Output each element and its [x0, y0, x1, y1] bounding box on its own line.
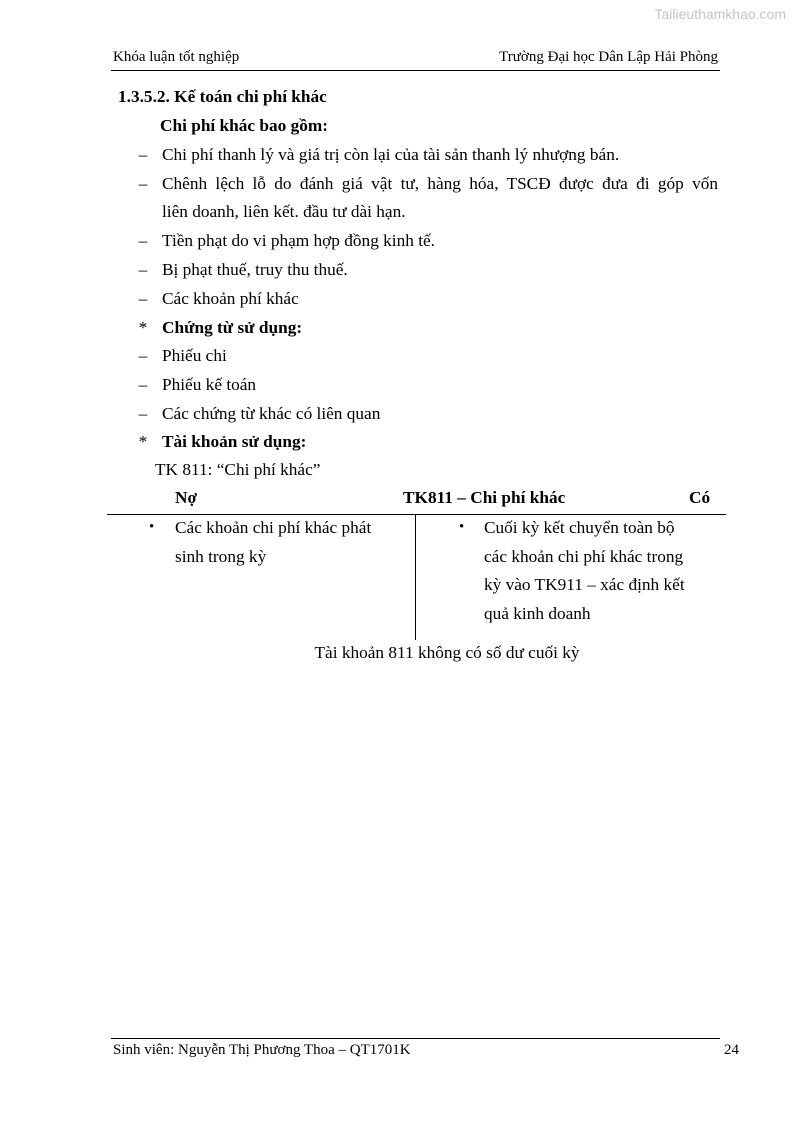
list-item: Chi phí thanh lý và giá trị còn lại của tài sản thanh lý nhượng bán. [162, 145, 620, 164]
documents-heading: Chứng từ sử dụng: [162, 318, 303, 337]
list-item-continuation: liên doanh, liên kết. đầu tư dài hạn. [162, 202, 406, 221]
dash-marker: – [138, 289, 148, 308]
list-item: Các chứng từ khác có liên quan [162, 404, 381, 423]
dash-marker: – [138, 231, 148, 250]
debit-line: Các khoản chi phí khác phát [175, 518, 372, 537]
list-item: Phiếu chi [162, 346, 227, 365]
list-item: Bị phạt thuế, truy thu thuế. [162, 260, 348, 279]
footer-divider [111, 1038, 720, 1039]
credit-line: các khoản chi phí khác trong [484, 547, 684, 566]
footer-student: Sinh viên: Nguyễn Thị Phương Thoa – QT1701K [113, 1042, 411, 1058]
dash-marker: – [138, 404, 148, 423]
accounts-heading: Tài khoản sử dụng: [162, 432, 307, 451]
dash-marker: – [138, 375, 148, 394]
star-marker: * [138, 318, 148, 337]
list-item: Phiếu kế toán [162, 375, 257, 394]
dash-marker: – [138, 260, 148, 279]
bullet-icon: • [459, 519, 465, 535]
credit-line: Cuối kỳ kết chuyển toàn bộ [484, 518, 675, 537]
star-marker: * [138, 432, 148, 451]
bullet-icon: • [149, 519, 155, 535]
header-divider [111, 70, 720, 71]
watermark: Tailieuthamkhao.com [654, 6, 786, 22]
t-account-vertical-line [415, 514, 416, 640]
section-heading: 1.3.5.2. Kế toán chi phí khác [118, 87, 327, 106]
section-subheading: Chi phí khác bao gồm: [160, 116, 329, 135]
credit-line: kỳ vào TK911 – xác định kết [484, 575, 685, 594]
t-account-debit-label: Nợ [175, 488, 198, 507]
page-number: 24 [724, 1042, 739, 1058]
t-account-title: TK811 – Chi phí khác [403, 488, 566, 507]
account-note: Tài khoản 811 không có số dư cuối kỳ [314, 643, 580, 662]
debit-line: sinh trong kỳ [175, 547, 267, 566]
account-label: TK 811: “Chi phí khác” [155, 460, 321, 479]
list-item: Tiền phạt do vi phạm hợp đồng kinh tế. [162, 231, 435, 250]
header-left: Khóa luận tốt nghiệp [113, 49, 240, 65]
header-right: Trường Đại học Dân Lập Hải Phòng [499, 49, 718, 65]
list-item: Chênh lệch lỗ do đánh giá vật tư, hàng hóa, TSCĐ được đưa đi góp vốn [162, 174, 718, 193]
t-account-credit-label: Có [689, 488, 711, 507]
list-item: Các khoản phí khác [162, 289, 299, 308]
dash-marker: – [138, 346, 148, 365]
credit-line: quả kinh doanh [484, 604, 591, 623]
dash-marker: – [138, 145, 148, 164]
dash-marker: – [138, 174, 148, 193]
